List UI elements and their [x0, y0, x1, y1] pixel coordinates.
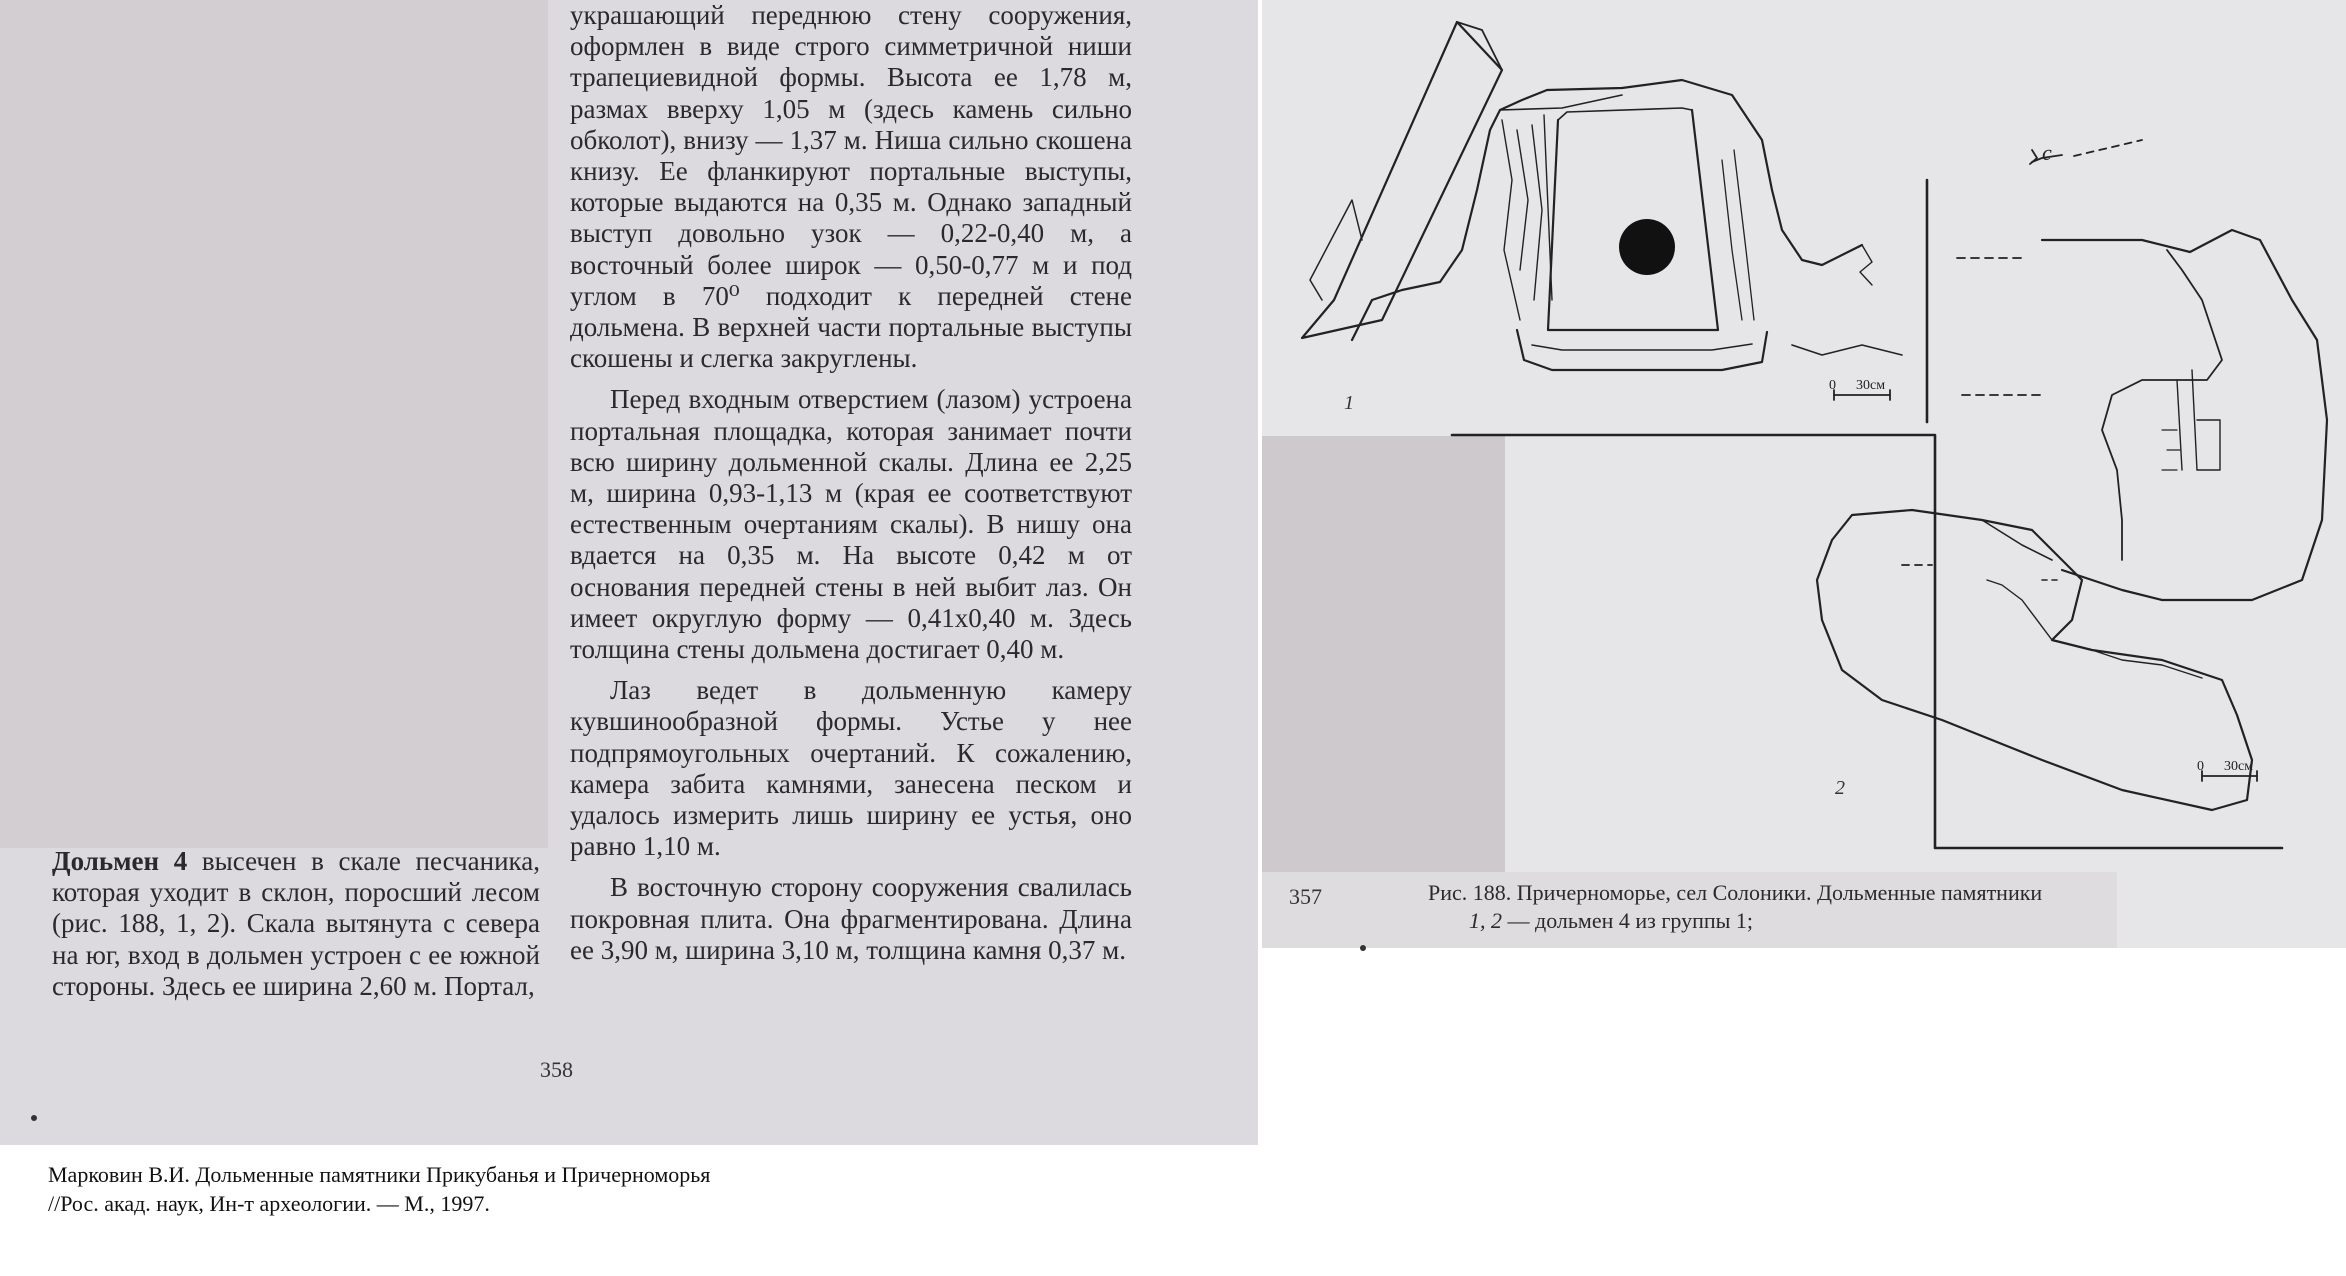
- page-number-right: 357: [1289, 884, 1322, 909]
- paragraph-1: украшающий переднюю стену сооружения, оформлен в виде строго симметричной ниши трапециевидной формы. Высота ее 1,78 м, размах вверху 1,05 м (здесь камень сильно обколот), внизу — 1,37 м. Ниша сильно скошена книзу. Ее фланкируют портальные выступы, которые выдаются на 0,35 м. Однако западный выступ довольно узок — 0,22-0,40 м, а восточный более широк — 0,50-0,77 м и под углом в 70⁰ подходит к передней стене дольмена. В верхней части портальные выступы скошены и слегка закруглены.: [570, 0, 1132, 374]
- lower-rock-plan: [1817, 510, 2252, 810]
- left-page-scan: [0, 0, 1258, 1145]
- caption-rest: — дольмен 4 из группы 1;: [1502, 908, 1754, 933]
- scale-2-zero: 0: [2197, 759, 2204, 774]
- scale-1-zero: 0: [1829, 378, 1836, 393]
- figure-1-front-view: [1302, 22, 1902, 370]
- paragraph-text: высечен в скале песчаника, которая уходит в склон, поросший лесом (рис. 188, 1, 2). Скала вытянута с севера на юг, вход в дольмен устроен с ее южной стороны. Здесь ее ширина 2,60 м. Портал,: [52, 846, 540, 1001]
- dolmen-4-paragraph: [52, 846, 540, 1002]
- text-column-left: [52, 846, 540, 1002]
- figure-caption-line-1: Рис. 188. Причерноморье, сел Солоники. Дольменные памятники: [1428, 880, 2043, 905]
- right-page-scan: [1262, 0, 2346, 948]
- text-column-right: [570, 0, 1132, 966]
- redacted-area: [0, 0, 548, 848]
- label-c: c: [2042, 140, 2052, 165]
- citation: [48, 1160, 710, 1218]
- bold-lead: Дольмен 4: [52, 846, 188, 876]
- paragraph-4: В восточную сторону сооружения свалилась покровная плита. Она фрагментирована. Длина ее 3,90 м, ширина 3,10 м, толщина камня 0,37 м.: [570, 872, 1132, 965]
- figure-label-1: 1: [1344, 392, 1354, 414]
- figure-frame: [1452, 435, 2282, 848]
- portal-niche: [1548, 110, 1718, 330]
- figure-label-2: 2: [1835, 777, 1845, 799]
- entrance-hole: [1619, 219, 1675, 275]
- figure-caption-line-2: [1469, 908, 1753, 934]
- scan-speck-right: [1360, 945, 1366, 951]
- dolmen-drawing: [1262, 0, 2346, 872]
- citation-line-2: //Рос. акад. наук, Ин-т археологии. — М., 1997.: [48, 1191, 490, 1216]
- page-number-left: 358: [540, 1057, 573, 1082]
- scan-speck: [31, 1115, 37, 1121]
- rock-outline: [1352, 80, 1862, 340]
- caption-numbers: 1, 2: [1469, 908, 1502, 933]
- paragraph-3: Лаз ведет в дольменную камеру кувшинообразной формы. Устье у нее подпрямоугольных очертаний. К сожалению, камера забита камнями, занесена песком и удалось измерить лишь ширину ее устья, оно равно 1,10 м.: [570, 675, 1132, 862]
- figure-2-plan-view: [1817, 140, 2327, 810]
- paragraph-2: Перед входным отверстием (лазом) устроена портальная площадка, которая занимает почти всю ширину дольменной скалы. Длина ее 2,25 м, ширина 0,93-1,13 м (края ее соответствуют естественным очертаниям скалы). В нишу она вдается на 0,35 м. На высоте 0,42 м от основания передней стены в ней выбит лаз. Он имеет округлую форму — 0,41х0,40 м. Здесь толщина стены дольмена достигает 0,40 м.: [570, 384, 1132, 665]
- scale-2-unit: 30см: [2224, 759, 2254, 774]
- scale-1-unit: 30см: [1856, 378, 1886, 393]
- citation-line-1: Марковин В.И. Дольменные памятники Прикубанья и Причерноморья: [48, 1162, 711, 1187]
